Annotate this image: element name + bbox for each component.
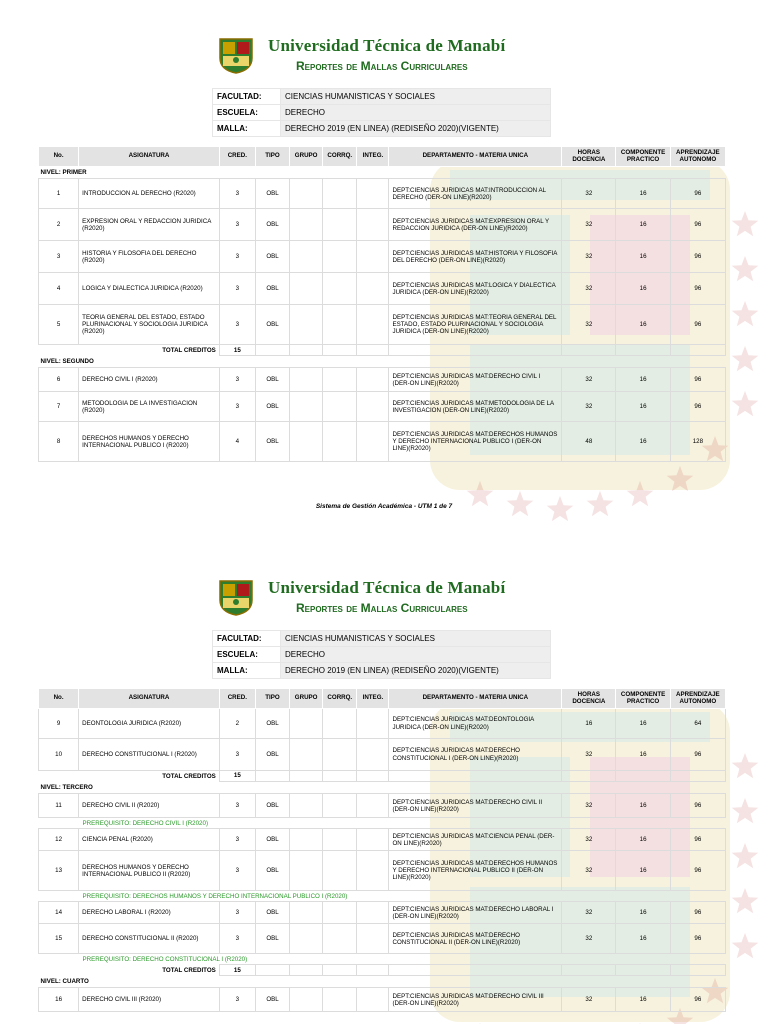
row-aprendizaje: 96 [670, 902, 725, 924]
row-cred: 3 [219, 851, 255, 891]
empty-cell [562, 345, 616, 356]
row-cred: 3 [219, 305, 255, 345]
col-componente: COMPONENTE PRACTICO [616, 689, 670, 709]
col-grupo: GRUPO [290, 147, 323, 167]
row-componente: 16 [616, 273, 670, 305]
university-title: Universidad Técnica de Manabí [268, 578, 506, 597]
nivel-label: NIVEL: TERCERO [40, 784, 93, 791]
row-horas: 16 [562, 709, 616, 739]
col-integ: INTEG. [357, 147, 389, 167]
facultad-label: FACULTAD: [213, 89, 281, 105]
page-footer: Sistema de Gestión Académica - UTM 1 de 7 [315, 503, 453, 510]
row-departamento: DEPT:CIENCIAS JURIDICAS MAT:DERECHO CIVIL I (DER-ON LINE)(R2020) [389, 368, 562, 392]
row-departamento: DEPT:CIENCIAS JURIDICAS MAT:DEONTOLOGIA JURIDICA (DER-ON LINE)(R2020) [389, 709, 562, 739]
row-departamento: DEPT:CIENCIAS JURIDICAS MAT:DERECHO CIVIL III (DER-ON LINE)(R2020) [389, 988, 562, 1012]
row-asignatura: EXPRESION ORAL Y REDACCION JURIDICA (R2020) [79, 209, 220, 241]
empty-cell [616, 345, 670, 356]
col-aprendizaje: APRENDIZAJE AUTONOMO [670, 689, 725, 709]
row-departamento: DEPT:CIENCIAS JURIDICAS MAT:METODOLOGIA DE LA INVESTIGACION (DER-ON LINE)(R2020) [389, 392, 562, 422]
row-grupo [290, 739, 323, 771]
total-creditos-value: 15 [219, 345, 255, 356]
row-cred: 3 [219, 368, 255, 392]
row-cred: 4 [219, 422, 255, 462]
row-asignatura: INTRODUCCION AL DERECHO (R2020) [79, 179, 220, 209]
empty-cell [255, 345, 289, 356]
empty-cell [255, 771, 289, 782]
col-tipo: TIPO [255, 689, 289, 709]
empty-cell [616, 771, 670, 782]
row-componente: 16 [616, 924, 670, 954]
row-tipo: OBL [255, 392, 289, 422]
row-no: 10 [39, 739, 79, 771]
row-corrq [323, 368, 357, 392]
university-title: Universidad Técnica de Manabí [268, 36, 506, 55]
row-componente: 16 [616, 209, 670, 241]
row-no: 3 [39, 241, 79, 273]
report-subtitle: Reportes de Mallas Curriculares [296, 59, 468, 73]
report-header [218, 578, 558, 622]
row-no: 4 [39, 273, 79, 305]
nivel-label: NIVEL: PRIMER [40, 169, 87, 176]
row-aprendizaje: 96 [670, 179, 725, 209]
row-cred: 3 [219, 988, 255, 1012]
row-grupo [290, 209, 323, 241]
escuela-value: DERECHO [281, 647, 551, 663]
watermark-star [732, 843, 759, 868]
row-cred: 3 [219, 179, 255, 209]
row-asignatura: DERECHO CONSTITUCIONAL II (R2020) [79, 924, 220, 954]
row-aprendizaje: 96 [670, 851, 725, 891]
table-row [39, 209, 726, 241]
empty-cell [616, 965, 670, 976]
row-aprendizaje: 64 [670, 709, 725, 739]
report-subtitle: Reportes de Mallas Curriculares [296, 601, 468, 615]
row-aprendizaje: 96 [670, 305, 725, 345]
total-creditos-label: TOTAL CREDITOS [162, 346, 216, 354]
empty-cell [389, 965, 562, 976]
empty-cell [323, 771, 357, 782]
row-integ [357, 241, 389, 273]
malla-label: MALLA: [213, 663, 281, 679]
empty-cell [323, 965, 357, 976]
row-integ [357, 794, 389, 818]
row-tipo: OBL [255, 209, 289, 241]
watermark-star [732, 753, 759, 778]
row-asignatura: DERECHOS HUMANOS Y DERECHO INTERNACIONAL PUBLICO II (R2020) [79, 851, 220, 891]
row-integ [357, 829, 389, 851]
escuela-label: ESCUELA: [213, 105, 281, 121]
row-no: 15 [39, 924, 79, 954]
col-departamento: DEPARTAMENTO - MATERIA UNICA [389, 147, 562, 167]
row-asignatura: DERECHOS HUMANOS Y DERECHO INTERNACIONAL PUBLICO I (R2020) [79, 422, 220, 462]
row-tipo: OBL [255, 179, 289, 209]
row-componente: 16 [616, 305, 670, 345]
row-asignatura: TEORIA GENERAL DEL ESTADO, ESTADO PLURINACIONAL Y SOCIOLOGIA JURIDICA (R2020) [79, 305, 220, 345]
row-corrq [323, 241, 357, 273]
row-horas: 32 [562, 739, 616, 771]
row-grupo [290, 829, 323, 851]
row-horas: 32 [562, 902, 616, 924]
row-departamento: DEPT:CIENCIAS JURIDICAS MAT:DERECHOS HUMANOS Y DERECHO INTERNACIONAL PUBLICO II (DER-ON LINE)(R2020) [389, 851, 562, 891]
row-horas: 32 [562, 851, 616, 891]
university-seal-icon [218, 578, 254, 616]
table-row [39, 829, 726, 851]
row-corrq [323, 829, 357, 851]
row-corrq [323, 422, 357, 462]
col-asignatura: ASIGNATURA [79, 689, 220, 709]
row-tipo: OBL [255, 305, 289, 345]
row-corrq [323, 924, 357, 954]
col-tipo: TIPO [255, 147, 289, 167]
col-cred: CRED. [219, 147, 255, 167]
escuela-value: DERECHO [281, 105, 551, 121]
table-row [39, 739, 726, 771]
empty-cell [670, 771, 725, 782]
row-grupo [290, 392, 323, 422]
row-horas: 32 [562, 392, 616, 422]
row-aprendizaje: 96 [670, 794, 725, 818]
empty-cell [255, 965, 289, 976]
row-corrq [323, 709, 357, 739]
row-horas: 32 [562, 305, 616, 345]
empty-cell [357, 345, 389, 356]
facultad-value: CIENCIAS HUMANISTICAS Y SOCIALES [281, 631, 551, 647]
row-tipo: OBL [255, 241, 289, 273]
row-aprendizaje: 96 [670, 988, 725, 1012]
row-grupo [290, 988, 323, 1012]
row-grupo [290, 924, 323, 954]
row-tipo: OBL [255, 422, 289, 462]
report-page-2 [0, 542, 768, 1024]
row-integ [357, 368, 389, 392]
row-asignatura: HISTORIA Y FILOSOFIA DEL DERECHO (R2020) [79, 241, 220, 273]
facultad-value: CIENCIAS HUMANISTICAS Y SOCIALES [281, 89, 551, 105]
row-aprendizaje: 96 [670, 273, 725, 305]
row-tipo: OBL [255, 902, 289, 924]
row-tipo: OBL [255, 273, 289, 305]
empty-cell [389, 345, 562, 356]
row-cred: 3 [219, 739, 255, 771]
row-departamento: DEPT:CIENCIAS JURIDICAS MAT:DERECHO LABORAL I (DER-ON LINE)(R2020) [389, 902, 562, 924]
info-table [212, 88, 551, 137]
row-asignatura: LOGICA Y DIALECTICA JURIDICA (R2020) [79, 273, 220, 305]
row-componente: 16 [616, 422, 670, 462]
watermark-star [732, 391, 759, 416]
row-tipo: OBL [255, 794, 289, 818]
row-cred: 3 [219, 829, 255, 851]
row-aprendizaje: 96 [670, 209, 725, 241]
total-creditos-value: 15 [219, 771, 255, 782]
watermark-star [667, 466, 694, 491]
watermark-star [732, 798, 759, 823]
curriculum-table [38, 688, 726, 1012]
prerequisito-row [39, 818, 726, 829]
table-row [39, 794, 726, 818]
row-departamento: DEPT:CIENCIAS JURIDICAS MAT:DERECHO CIVIL II (DER-ON LINE)(R2020) [389, 794, 562, 818]
row-corrq [323, 902, 357, 924]
row-corrq [323, 209, 357, 241]
row-no: 14 [39, 902, 79, 924]
row-horas: 32 [562, 829, 616, 851]
row-no: 12 [39, 829, 79, 851]
row-integ [357, 902, 389, 924]
col-integ: INTEG. [357, 689, 389, 709]
total-creditos-row [39, 771, 726, 782]
row-componente: 16 [616, 392, 670, 422]
row-tipo: OBL [255, 988, 289, 1012]
row-asignatura: CIENCIA PENAL (R2020) [79, 829, 220, 851]
row-departamento: DEPT:CIENCIAS JURIDICAS MAT:LOGICA Y DIALECTICA JURIDICA (DER-ON LINE)(R2020) [389, 273, 562, 305]
row-integ [357, 305, 389, 345]
col-cred: CRED. [219, 689, 255, 709]
empty-cell [290, 345, 323, 356]
row-integ [357, 422, 389, 462]
empty-cell [670, 345, 725, 356]
watermark-star [732, 211, 759, 236]
row-no: 9 [39, 709, 79, 739]
nivel-row [39, 167, 726, 179]
col-no: No. [39, 147, 79, 167]
row-componente: 16 [616, 829, 670, 851]
row-cred: 3 [219, 241, 255, 273]
total-creditos-row [39, 965, 726, 976]
total-creditos-row [39, 345, 726, 356]
row-integ [357, 851, 389, 891]
row-horas: 32 [562, 179, 616, 209]
row-asignatura: METODOLOGIA DE LA INVESTIGACION (R2020) [79, 392, 220, 422]
row-corrq [323, 988, 357, 1012]
row-departamento: DEPT:CIENCIAS JURIDICAS MAT:DERECHOS HUMANOS Y DERECHO INTERNACIONAL PUBLICO I (DER-ON LINE)(R2020) [389, 422, 562, 462]
row-no: 7 [39, 392, 79, 422]
row-asignatura: DERECHO CIVIL III (R2020) [79, 988, 220, 1012]
row-aprendizaje: 96 [670, 392, 725, 422]
row-grupo [290, 902, 323, 924]
prerequisito-row [39, 954, 726, 965]
empty-cell [290, 965, 323, 976]
row-horas: 32 [562, 273, 616, 305]
row-tipo: OBL [255, 709, 289, 739]
row-componente: 16 [616, 739, 670, 771]
row-horas: 32 [562, 924, 616, 954]
row-departamento: DEPT:CIENCIAS JURIDICAS MAT:HISTORIA Y FILOSOFIA DEL DERECHO (DER-ON LINE)(R2020) [389, 241, 562, 273]
row-grupo [290, 368, 323, 392]
table-row [39, 851, 726, 891]
col-departamento: DEPARTAMENTO - MATERIA UNICA [389, 689, 562, 709]
row-grupo [290, 241, 323, 273]
row-corrq [323, 273, 357, 305]
row-cred: 3 [219, 392, 255, 422]
row-no: 11 [39, 794, 79, 818]
malla-value: DERECHO 2019 (EN LINEA) (REDISEÑO 2020)(VIGENTE) [281, 663, 551, 679]
row-componente: 16 [616, 902, 670, 924]
empty-cell [562, 771, 616, 782]
row-horas: 32 [562, 241, 616, 273]
row-asignatura: DEONTOLOGIA JURIDICA (R2020) [79, 709, 220, 739]
row-componente: 16 [616, 179, 670, 209]
facultad-label: FACULTAD: [213, 631, 281, 647]
row-asignatura: DERECHO LABORAL I (R2020) [79, 902, 220, 924]
table-row [39, 241, 726, 273]
empty-cell [670, 965, 725, 976]
nivel-row [39, 976, 726, 988]
table-row [39, 273, 726, 305]
row-horas: 32 [562, 988, 616, 1012]
row-no: 16 [39, 988, 79, 1012]
row-grupo [290, 179, 323, 209]
row-tipo: OBL [255, 924, 289, 954]
col-no: No. [39, 689, 79, 709]
prerequisito-text: PREREQUISITO: DERECHO CONSTITUCIONAL I (R2020) [82, 955, 248, 963]
row-integ [357, 739, 389, 771]
col-grupo: GRUPO [290, 689, 323, 709]
nivel-label: NIVEL: CUARTO [40, 978, 89, 986]
row-grupo [290, 273, 323, 305]
empty-cell [562, 965, 616, 976]
table-row [39, 368, 726, 392]
row-cred: 3 [219, 273, 255, 305]
row-aprendizaje: 96 [670, 368, 725, 392]
row-asignatura: DERECHO CIVIL I (R2020) [79, 368, 220, 392]
row-cred: 3 [219, 794, 255, 818]
col-corrq: CORRQ. [323, 147, 357, 167]
row-integ [357, 988, 389, 1012]
watermark-star [732, 888, 759, 913]
row-departamento: DEPT:CIENCIAS JURIDICAS MAT:INTRODUCCION AL DERECHO (DER-ON LINE)(R2020) [389, 179, 562, 209]
watermark-star [732, 256, 759, 281]
row-horas: 48 [562, 422, 616, 462]
row-aprendizaje: 96 [670, 924, 725, 954]
row-integ [357, 273, 389, 305]
total-creditos-label: TOTAL CREDITOS [162, 966, 216, 974]
row-grupo [290, 709, 323, 739]
row-tipo: OBL [255, 851, 289, 891]
row-corrq [323, 739, 357, 771]
row-integ [357, 392, 389, 422]
row-departamento: DEPT:CIENCIAS JURIDICAS MAT:DERECHO CONSTITUCIONAL I (DER-ON LINE)(R2020) [389, 739, 562, 771]
nivel-row [39, 356, 726, 368]
row-componente: 16 [616, 851, 670, 891]
row-corrq [323, 179, 357, 209]
nivel-row [39, 782, 726, 794]
row-corrq [323, 305, 357, 345]
table-row [39, 902, 726, 924]
empty-cell [323, 345, 357, 356]
prerequisito-text: PREREQUISITO: DERECHO CIVIL I (R2020) [82, 819, 208, 827]
col-asignatura: ASIGNATURA [79, 147, 220, 167]
row-cred: 3 [219, 902, 255, 924]
empty-cell [290, 771, 323, 782]
row-integ [357, 924, 389, 954]
malla-value: DERECHO 2019 (EN LINEA) (REDISEÑO 2020)(VIGENTE) [281, 121, 551, 137]
row-grupo [290, 851, 323, 891]
col-corrq: CORRQ. [323, 689, 357, 709]
curriculum-table [38, 146, 726, 462]
row-departamento: DEPT:CIENCIAS JURIDICAS MAT:DERECHO CONSTITUCIONAL II (DER-ON LINE)(R2020) [389, 924, 562, 954]
prerequisito-text: PREREQUISITO: DERECHOS HUMANOS Y DERECHO INTERNACIONAL PUBLICO I (R2020) [82, 892, 348, 900]
col-componente: COMPONENTE PRACTICO [616, 147, 670, 167]
row-no: 6 [39, 368, 79, 392]
row-departamento: DEPT:CIENCIAS JURIDICAS MAT:TEORIA GENERAL DEL ESTADO, ESTADO PLURINACIONAL Y SOCIOLOGIA JURIDICA (DER-ON LINE)(R2020) [389, 305, 562, 345]
row-aprendizaje: 96 [670, 241, 725, 273]
table-row [39, 988, 726, 1012]
row-tipo: OBL [255, 739, 289, 771]
row-aprendizaje: 96 [670, 829, 725, 851]
row-asignatura: DERECHO CIVIL II (R2020) [79, 794, 220, 818]
total-creditos-value: 15 [219, 965, 255, 976]
col-horas: HORAS DOCENCIA [562, 147, 616, 167]
row-componente: 16 [616, 794, 670, 818]
row-no: 2 [39, 209, 79, 241]
row-cred: 2 [219, 709, 255, 739]
table-row [39, 924, 726, 954]
row-componente: 16 [616, 241, 670, 273]
row-componente: 16 [616, 709, 670, 739]
row-componente: 16 [616, 368, 670, 392]
row-tipo: OBL [255, 368, 289, 392]
row-no: 1 [39, 179, 79, 209]
nivel-label: NIVEL: SEGUNDO [40, 358, 94, 366]
empty-cell [389, 771, 562, 782]
row-departamento: DEPT:CIENCIAS JURIDICAS MAT:CIENCIA PENAL (DER-ON LINE)(R2020) [389, 829, 562, 851]
row-corrq [323, 794, 357, 818]
table-row [39, 422, 726, 462]
col-horas: HORAS DOCENCIA [562, 689, 616, 709]
report-header [218, 36, 558, 80]
col-aprendizaje: APRENDIZAJE AUTONOMO [670, 147, 725, 167]
row-cred: 3 [219, 209, 255, 241]
row-grupo [290, 422, 323, 462]
watermark-star [732, 301, 759, 326]
row-horas: 32 [562, 368, 616, 392]
watermark-star [732, 346, 759, 371]
empty-cell [357, 771, 389, 782]
row-aprendizaje: 128 [670, 422, 725, 462]
row-aprendizaje: 96 [670, 739, 725, 771]
total-creditos-label: TOTAL CREDITOS [162, 772, 216, 780]
row-asignatura: DERECHO CONSTITUCIONAL I (R2020) [79, 739, 220, 771]
row-no: 8 [39, 422, 79, 462]
table-row [39, 305, 726, 345]
watermark-star [732, 933, 759, 958]
row-departamento: DEPT:CIENCIAS JURIDICAS MAT:EXPRESION ORAL Y REDACCION JURIDICA (DER-ON LINE)(R2020) [389, 209, 562, 241]
row-grupo [290, 794, 323, 818]
info-table [212, 630, 551, 679]
table-row [39, 709, 726, 739]
malla-label: MALLA: [213, 121, 281, 137]
row-no: 13 [39, 851, 79, 891]
row-horas: 32 [562, 209, 616, 241]
row-integ [357, 209, 389, 241]
row-cred: 3 [219, 924, 255, 954]
row-no: 5 [39, 305, 79, 345]
table-row [39, 392, 726, 422]
row-integ [357, 179, 389, 209]
row-corrq [323, 392, 357, 422]
prerequisito-row [39, 891, 726, 902]
empty-cell [357, 965, 389, 976]
row-grupo [290, 305, 323, 345]
row-componente: 16 [616, 988, 670, 1012]
table-row [39, 179, 726, 209]
university-seal-icon [218, 36, 254, 74]
row-horas: 32 [562, 794, 616, 818]
escuela-label: ESCUELA: [213, 647, 281, 663]
row-tipo: OBL [255, 829, 289, 851]
row-integ [357, 709, 389, 739]
row-corrq [323, 851, 357, 891]
